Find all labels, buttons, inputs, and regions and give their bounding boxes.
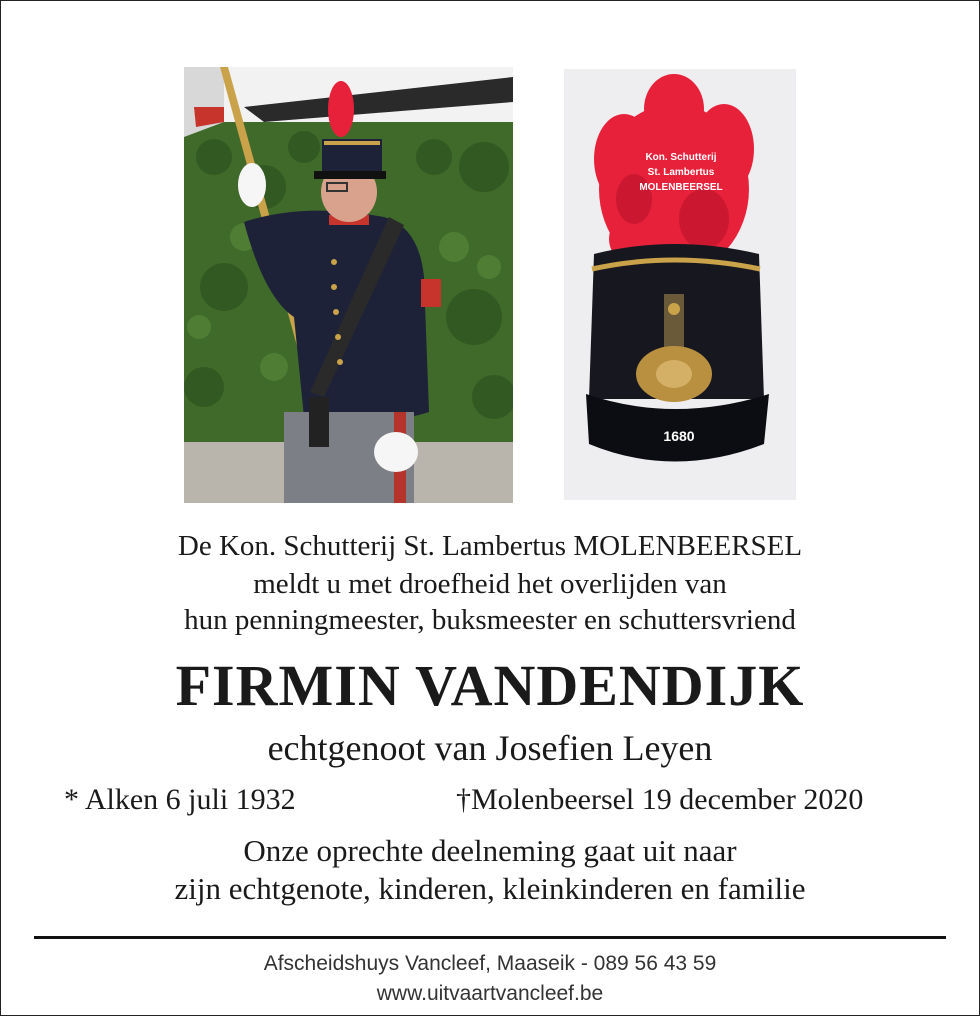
- photo-man-in-uniform: [184, 67, 513, 503]
- birth-date: * Alken 6 juli 1932: [64, 783, 296, 816]
- hat-caption-line1: Kon. Schutterij: [645, 152, 717, 163]
- announcement-line-2: meldt u met droefheid het overlijden van: [253, 568, 727, 600]
- funeral-home-contact: Afscheidshuys Vancleef, Maaseik - 089 56 43 59: [263, 952, 717, 975]
- divider: [34, 936, 946, 939]
- hat-caption-line3: MOLENBEERSEL: [639, 182, 723, 193]
- announcement-line-1: De Kon. Schutterij St. Lambertus MOLENBEERSEL: [177, 530, 803, 562]
- death-date: †Molenbeersel 19 december 2020: [456, 783, 864, 816]
- condolence-line-2: zijn echtgenote, kinderen, kleinkinderen en familie: [174, 871, 806, 906]
- condolence-line-1: Onze oprechte deelneming gaat uit naar: [243, 833, 737, 868]
- deceased-name: FIRMIN VANDENDIJK: [175, 653, 805, 718]
- spouse-line: echtgenoot van Josefien Leyen: [267, 728, 713, 768]
- photo-shako-helmet: [564, 69, 796, 500]
- hat-caption-line2: St. Lambertus: [647, 167, 715, 178]
- funeral-home-website[interactable]: www.uitvaartvancleef.be: [376, 982, 604, 1005]
- hat-year: 1680: [663, 428, 695, 444]
- announcement-line-3: hun penningmeester, buksmeester en schuttersvriend: [184, 604, 796, 636]
